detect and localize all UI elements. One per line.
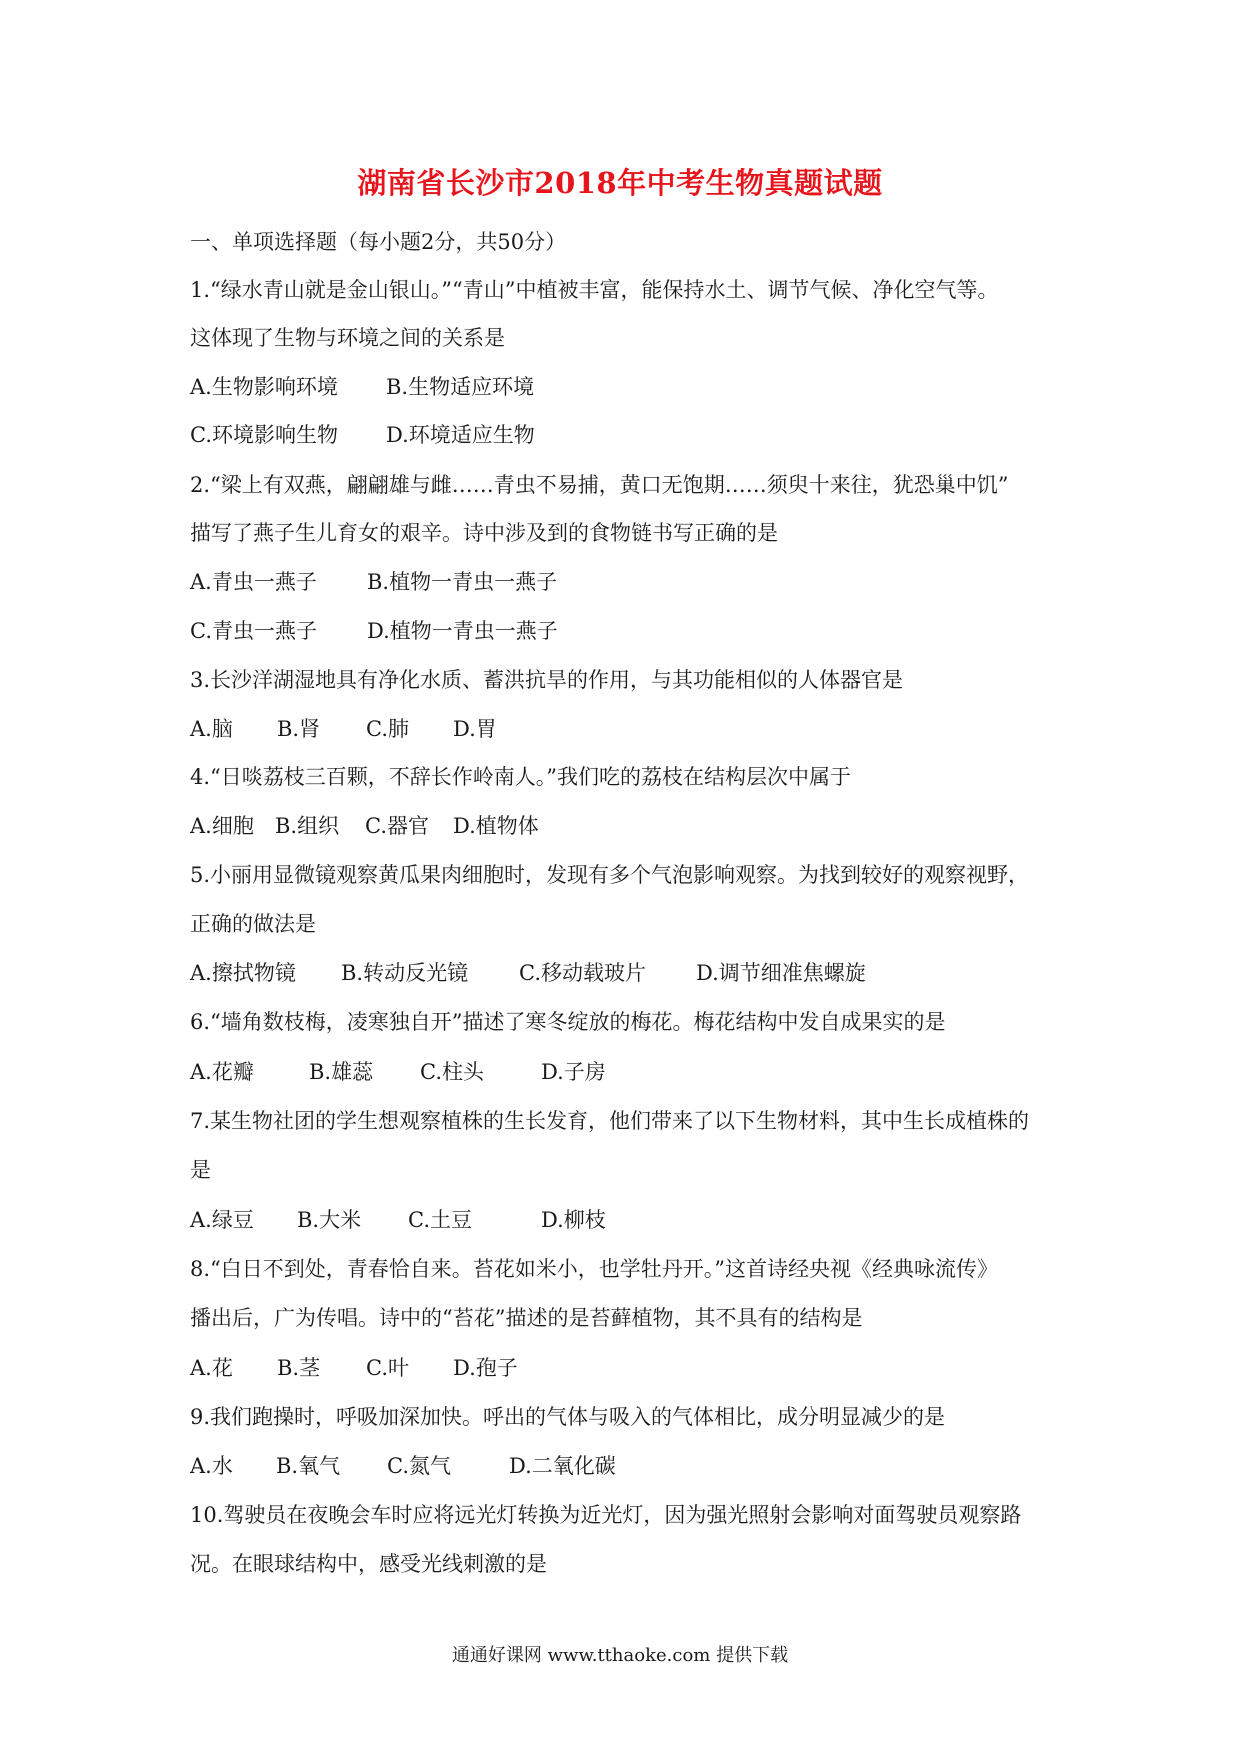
question-3-option-c: C.肺: [366, 717, 409, 741]
question-10-line-2: 况。在眼球结构中，感受光线刺激的是: [190, 1552, 547, 1576]
question-5-option-a: A.擦拭物镜: [190, 961, 296, 985]
question-2-option-a: A.青虫一燕子: [190, 570, 317, 594]
question-3-option-b: B.肾: [277, 717, 321, 741]
page-footer: 通通好课网 www.tthaoke.com 提供下载: [451, 1645, 789, 1666]
question-8-option-d: D.孢子: [453, 1356, 518, 1380]
question-7-line-1: 7.某生物社团的学生想观察植株的生长发育，他们带来了以下生物材料，其中生长成植株的: [190, 1109, 1030, 1133]
question-7-option-d: D.柳枝: [541, 1208, 606, 1232]
question-7-option-a: A.绿豆: [190, 1208, 254, 1232]
section-heading: 一、单项选择题（每小题2分，共50分）: [190, 230, 567, 254]
question-3-option-d: D.胃: [453, 717, 497, 741]
question-10-line-1: 10.驾驶员在夜晚会车时应将远光灯转换为近光灯，因为强光照射会影响对面驾驶员观察路: [190, 1503, 1022, 1527]
question-6-option-b: B.雄蕊: [309, 1060, 374, 1084]
question-7-option-c: C.土豆: [408, 1208, 472, 1232]
question-1-line-2: 这体现了生物与环境之间的关系是: [190, 326, 505, 350]
question-8-line-1: 8.“白日不到处，青春恰自来。苔花如米小，也学牡丹开。”这首诗经央视《经典咏流传》: [190, 1257, 999, 1281]
question-3-option-a: A.脑: [190, 717, 233, 741]
question-2-option-d: D.植物一青虫一燕子: [367, 619, 558, 643]
question-8-option-c: C.叶: [366, 1356, 409, 1380]
question-9-option-c: C.氮气: [387, 1454, 451, 1478]
question-5-line-1: 5.小丽用显微镜观察黄瓜果肉细胞时，发现有多个气泡影响观察。为找到较好的观察视野，: [190, 863, 1030, 887]
question-9-option-a: A.水: [190, 1454, 233, 1478]
question-6-line-1: 6.“墙角数枝梅，凌寒独自开”描述了寒冬绽放的梅花。梅花结构中发自成果实的是: [190, 1010, 946, 1034]
question-9-line-1: 9.我们跑操时，呼吸加深加快。呼出的气体与吸入的气体相比，成分明显减少的是: [190, 1405, 946, 1429]
question-5-option-b: B.转动反光镜: [341, 961, 469, 985]
question-5-option-c: C.移动载玻片: [519, 961, 646, 985]
question-9-option-b: B.氧气: [276, 1454, 341, 1478]
question-8-option-b: B.茎: [277, 1356, 321, 1380]
question-4-line-1: 4.“日啖荔枝三百颗，不辞长作岭南人。”我们吃的荔枝在结构层次中属于: [190, 765, 852, 789]
question-1-option-b: B.生物适应环境: [386, 375, 535, 399]
page-title: 湖南省长沙市2018年中考生物真题试题: [357, 166, 883, 200]
question-2-line-1: 2.“梁上有双燕，翩翩雄与雌……青虫不易捕，黄口无饱期……须臾十来往，犹恐巢中饥”: [190, 473, 1009, 497]
question-6-option-c: C.柱头: [420, 1060, 484, 1084]
question-6-option-a: A.花瓣: [190, 1060, 254, 1084]
question-1-option-c: C.环境影响生物: [190, 423, 338, 447]
question-4-option-c: C.器官: [365, 814, 429, 838]
question-1-option-a: A.生物影响环境: [190, 375, 338, 399]
question-9-option-d: D.二氧化碳: [509, 1454, 616, 1478]
question-3-line-1: 3.长沙洋湖湿地具有净化水质、蓄洪抗旱的作用，与其功能相似的人体器官是: [190, 668, 904, 692]
question-8-line-2: 播出后，广为传唱。诗中的“苔花”描述的是苔藓植物，其不具有的结构是: [190, 1306, 863, 1330]
question-4-option-d: D.植物体: [453, 814, 539, 838]
question-1-line-1: 1.“绿水青山就是金山银山。”“青山”中植被丰富，能保持水土、调节气候、净化空气等。: [190, 278, 999, 302]
question-5-line-2: 正确的做法是: [190, 912, 316, 936]
question-6-option-d: D.子房: [541, 1060, 606, 1084]
question-2-option-b: B.植物一青虫一燕子: [367, 570, 558, 594]
question-1-option-d: D.环境适应生物: [386, 423, 535, 447]
question-2-line-2: 描写了燕子生儿育女的艰辛。诗中涉及到的食物链书写正确的是: [190, 521, 778, 545]
question-7-line-2: 是: [190, 1158, 211, 1182]
question-2-option-c: C.青虫一燕子: [190, 619, 317, 643]
question-8-option-a: A.花: [190, 1356, 233, 1380]
question-4-option-b: B.组织: [275, 814, 340, 838]
question-7-option-b: B.大米: [297, 1208, 362, 1232]
question-4-option-a: A.细胞: [190, 814, 254, 838]
question-5-option-d: D.调节细准焦螺旋: [696, 961, 866, 985]
